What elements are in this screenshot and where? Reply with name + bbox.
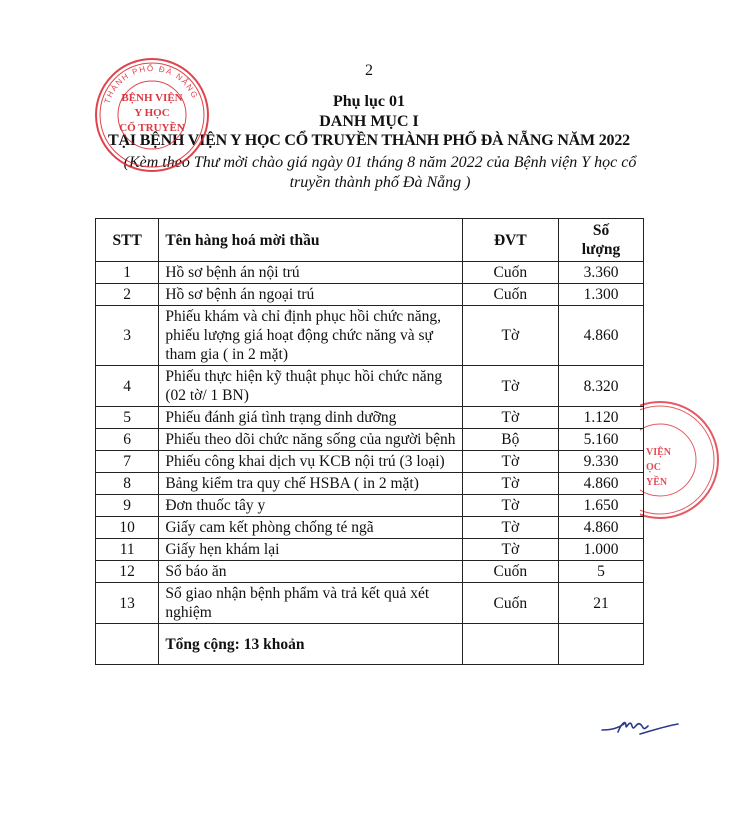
row-unit: Bộ xyxy=(462,429,558,451)
table-row xyxy=(96,366,644,407)
row-unit: Cuốn xyxy=(462,262,558,284)
row-qty: 8.320 xyxy=(559,366,644,407)
row-unit: Tờ xyxy=(462,451,558,473)
row-qty: 1.000 xyxy=(559,539,644,561)
total-stt-cell xyxy=(96,624,159,665)
row-unit: Tờ xyxy=(462,539,558,561)
svg-text:YỀN: YỀN xyxy=(646,477,668,488)
header-stt: STT xyxy=(96,219,159,262)
row-name: Phiếu thực hiện kỹ thuật phục hồi chức năng (02 tờ/ 1 BN) xyxy=(159,366,462,407)
stamp-line-2: Y HỌC xyxy=(134,107,170,119)
row-unit: Tờ xyxy=(462,306,558,366)
row-stt: 1 xyxy=(96,262,159,284)
subtitle-line-1: (Kèm theo Thư mời chào giá ngày 01 tháng 8 năm 2022 của Bệnh viện Y học cổ xyxy=(123,154,637,171)
row-qty: 1.650 xyxy=(559,495,644,517)
table-row xyxy=(96,262,644,284)
row-unit: Cuốn xyxy=(462,284,558,306)
row-stt: 9 xyxy=(96,495,159,517)
row-name: Sổ giao nhận bệnh phẩm và trả kết quả xét nghiệm xyxy=(159,583,462,624)
row-qty: 4.860 xyxy=(559,306,644,366)
row-name: Bảng kiểm tra quy chế HSBA ( in 2 mặt) xyxy=(159,473,462,495)
row-stt: 7 xyxy=(96,451,159,473)
row-stt: 8 xyxy=(96,473,159,495)
row-qty: 4.860 xyxy=(559,473,644,495)
table-header-row xyxy=(96,219,644,262)
header-unit: ĐVT xyxy=(462,219,558,262)
row-name: Giấy hẹn khám lại xyxy=(159,539,462,561)
row-qty: 1.300 xyxy=(559,284,644,306)
row-qty: 21 xyxy=(559,583,644,624)
header-name: Tên hàng hoá mời thầu xyxy=(159,219,462,262)
row-stt: 6 xyxy=(96,429,159,451)
subtitle-line-2: truyền thành phố Đà Nẵng ) xyxy=(289,174,471,191)
row-unit: Tờ xyxy=(462,495,558,517)
table-row xyxy=(96,306,644,366)
row-name: Sổ báo ăn xyxy=(159,561,462,583)
row-name: Hồ sơ bệnh án nội trú xyxy=(159,262,462,284)
row-unit: Cuốn xyxy=(462,583,558,624)
row-name: Hồ sơ bệnh án ngoại trú xyxy=(159,284,462,306)
row-name: Giấy cam kết phòng chống té ngã xyxy=(159,517,462,539)
table-row xyxy=(96,539,644,561)
signature xyxy=(600,712,680,742)
total-row xyxy=(96,624,644,665)
row-qty: 5 xyxy=(559,561,644,583)
row-qty: 3.360 xyxy=(559,262,644,284)
row-stt: 4 xyxy=(96,366,159,407)
header-qty-line-1: Số xyxy=(592,222,610,239)
svg-text:VIỆN: VIỆN xyxy=(646,447,672,458)
official-stamp xyxy=(92,55,212,175)
row-unit: Cuốn xyxy=(462,561,558,583)
row-unit: Tờ xyxy=(462,366,558,407)
stamp-line-3: CỔ TRUYỀN xyxy=(119,122,185,134)
goods-table xyxy=(95,218,644,665)
table-row xyxy=(96,495,644,517)
svg-text:ỌC: ỌC xyxy=(646,462,661,473)
row-stt: 2 xyxy=(96,284,159,306)
table-row xyxy=(96,517,644,539)
total-label: Tổng cộng: 13 khoản xyxy=(159,624,462,665)
row-name: Phiếu đánh giá tình trạng dinh dưỡng xyxy=(159,407,462,429)
row-name: Phiếu khám và chỉ định phục hồi chức năng, phiếu lượng giá hoạt động chức năng và sự tham gia ( in 2 mặt) xyxy=(159,306,462,366)
row-unit: Tờ xyxy=(462,407,558,429)
row-stt: 3 xyxy=(96,306,159,366)
row-qty: 9.330 xyxy=(559,451,644,473)
row-unit: Tờ xyxy=(462,517,558,539)
row-stt: 12 xyxy=(96,561,159,583)
total-qty-cell xyxy=(559,624,644,665)
row-stt: 11 xyxy=(96,539,159,561)
row-qty: 1.120 xyxy=(559,407,644,429)
table-row xyxy=(96,284,644,306)
row-name: Phiếu theo dõi chức năng sống của người bệnh xyxy=(159,429,462,451)
row-stt: 13 xyxy=(96,583,159,624)
table-row xyxy=(96,429,644,451)
stamp-line-1: BỆNH VIỆN xyxy=(121,92,183,104)
table-row xyxy=(96,451,644,473)
row-stt: 5 xyxy=(96,407,159,429)
row-stt: 10 xyxy=(96,517,159,539)
stamp-ring-text: THÀNH PHỐ ĐÀ NẴNG xyxy=(102,63,200,105)
row-unit: Tờ xyxy=(462,473,558,495)
appendix-label: Phụ lục 01 xyxy=(332,93,405,110)
row-name: Đơn thuốc tây y xyxy=(159,495,462,517)
partial-stamp xyxy=(640,395,720,525)
total-unit-cell xyxy=(462,624,558,665)
document-subject: TẠI BỆNH VIỆN Y HỌC CỔ TRUYỀN THÀNH PHỐ ĐÀ NẴNG NĂM 2022 xyxy=(108,132,630,149)
row-name: Phiếu công khai dịch vụ KCB nội trú (3 loại) xyxy=(159,451,462,473)
row-qty: 4.860 xyxy=(559,517,644,539)
page-number: 2 xyxy=(365,62,373,79)
document-title: DANH MỤC I xyxy=(319,113,419,130)
row-qty: 5.160 xyxy=(559,429,644,451)
table-row xyxy=(96,561,644,583)
table-row xyxy=(96,473,644,495)
header-qty xyxy=(559,219,644,262)
table-row xyxy=(96,407,644,429)
table-row xyxy=(96,583,644,624)
header-qty-line-2: lượng xyxy=(581,241,621,258)
